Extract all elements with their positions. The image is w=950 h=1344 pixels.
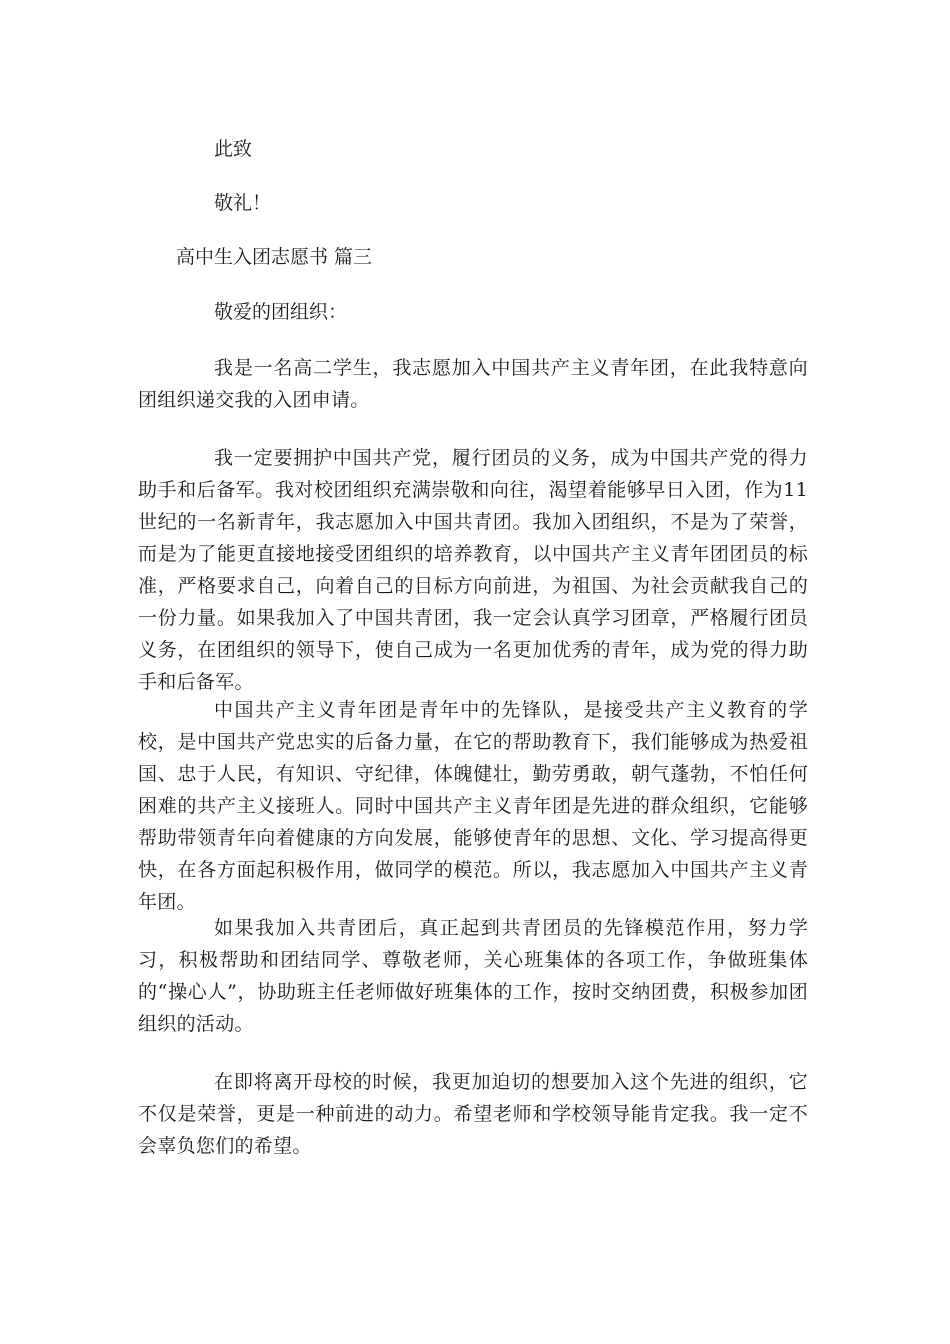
- closing-line-2: 敬礼！: [214, 192, 272, 214]
- paragraph-1: 我是一名高二学生，我志愿加入中国共产主义青年团，在此我特意向团组织递交我的入团申请。: [138, 357, 808, 411]
- paragraph-3: 中国共产主义青年团是青年中的先锋队，是接受共产主义教育的学校，是中国共产党忠实的后备力量，在它的帮助教育下，我们能够成为热爱祖国、忠于人民，有知识、守纪律，体魄健壮，勤劳勇敢，朝气蓬勃，不怕任何困难的共产主义接班人。同时中国共产主义青年团是先进的群众组织，它能够帮助带领青年向着健康的方向发展，能够使青年的思想、文化、学习提高得更快，在各方面起积极作用，做同学的模范。所以，我志愿加入中国共产主义青年团。: [138, 699, 808, 913]
- paragraph-2: 我一定要拥护中国共产党，履行团员的义务，成为中国共产党的得力助手和后备军。我对校团组织充满崇敬和向往，渴望着能够早日入团，作为11世纪的一名新青年，我志愿加入中国共青团。我加入团组织，不是为了荣誉，而是为了能更直接地接受团组织的培养教育，以中国共产主义青年团团员的标准，严格要求自己，向着自己的目标方向前进，为祖国、为社会贡献我自己的一份力量。如果我加入了中国共青团，我一定会认真学习团章，严格履行团员义务，在团组织的领导下，使自己成为一名更加优秀的青年，成为党的得力助手和后备军。: [138, 447, 808, 693]
- paragraph-4: 如果我加入共青团后，真正起到共青团员的先锋模范作用，努力学习，积极帮助和团结同学、尊敬老师，关心班集体的各项工作，争做班集体的“操心人”，协助班主任老师做好班集体的工作，按时交纳团费，积极参加团组织的活动。: [138, 917, 808, 1035]
- paragraph-5: 在即将离开母校的时候，我更加迫切的想要加入这个先进的组织，它不仅是荣誉，更是一种前进的动力。希望老师和学校领导能肯定我。我一定不会辜负您们的希望。: [138, 1071, 808, 1157]
- section-heading: 高中生入团志愿书 篇三: [176, 246, 373, 268]
- closing-line-1: 此致: [214, 138, 253, 160]
- salutation: 敬爱的团组织：: [214, 301, 348, 323]
